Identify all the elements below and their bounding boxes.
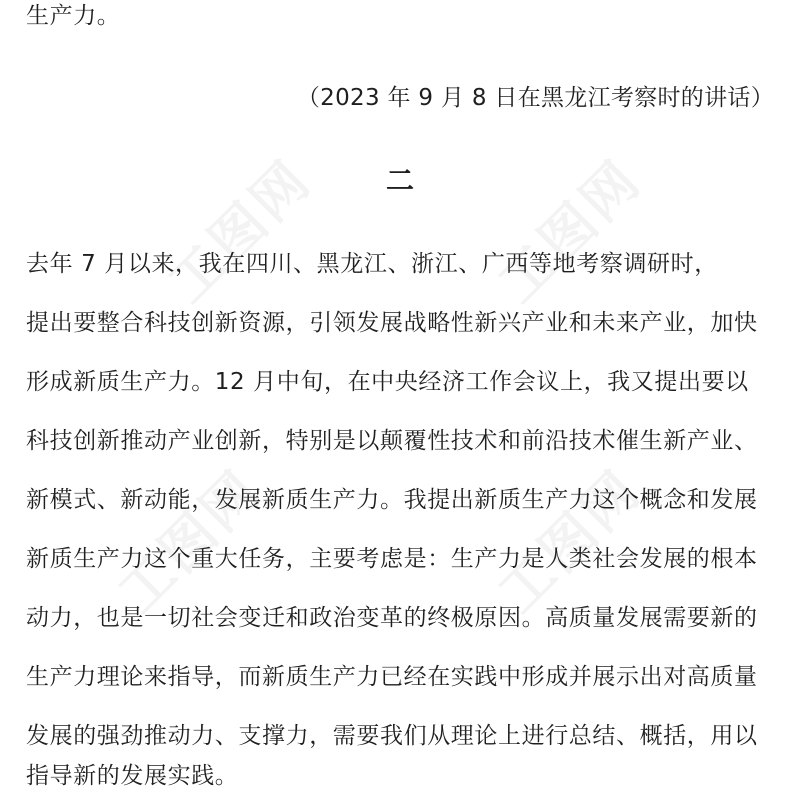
lead-fragment: 生产力。 (26, 3, 121, 29)
paragraph-line: 新模式、新动能，发展新质生产力。我提出新质生产力这个概念和发展 (26, 487, 758, 513)
watermark: 工图网 (156, 147, 324, 316)
watermark: 工图网 (106, 457, 274, 626)
paragraph-line: 科技创新推动产业创新，特别是以颠覆性技术和前沿技术催生新产业、 (26, 428, 758, 454)
paragraph-line: 生产力理论来指导，而新质生产力已经在实践中形成并展示出对高质量 (26, 664, 758, 690)
watermark: 工图网 (486, 457, 654, 626)
paragraph-line: 发展的强劲推动力、支撑力，需要我们从理论上进行总结、概括，用以 (26, 723, 758, 749)
attribution: （2023 年 9 月 8 日在黑龙江考察时的讲话） (296, 85, 774, 111)
paragraph-line: 形成新质生产力。12 月中旬，在中央经济工作会议上，我又提出要以 (26, 369, 749, 395)
paragraph-line: 指导新的发展实践。 (26, 763, 239, 789)
paragraph-line: 去年 7 月以来，我在四川、黑龙江、浙江、广西等地考察调研时， (26, 251, 718, 277)
watermark: 工图网 (486, 147, 654, 316)
paragraph-line: 新质生产力这个重大任务，主要考虑是：生产力是人类社会发展的根本 (26, 546, 758, 572)
paragraph-line: 提出要整合科技创新资源，引领发展战略性新兴产业和未来产业，加快 (26, 310, 758, 336)
paragraph-line: 动力，也是一切社会变迁和政治变革的终极原因。高质量发展需要新的 (26, 605, 758, 631)
section-number: 二 (385, 164, 414, 197)
